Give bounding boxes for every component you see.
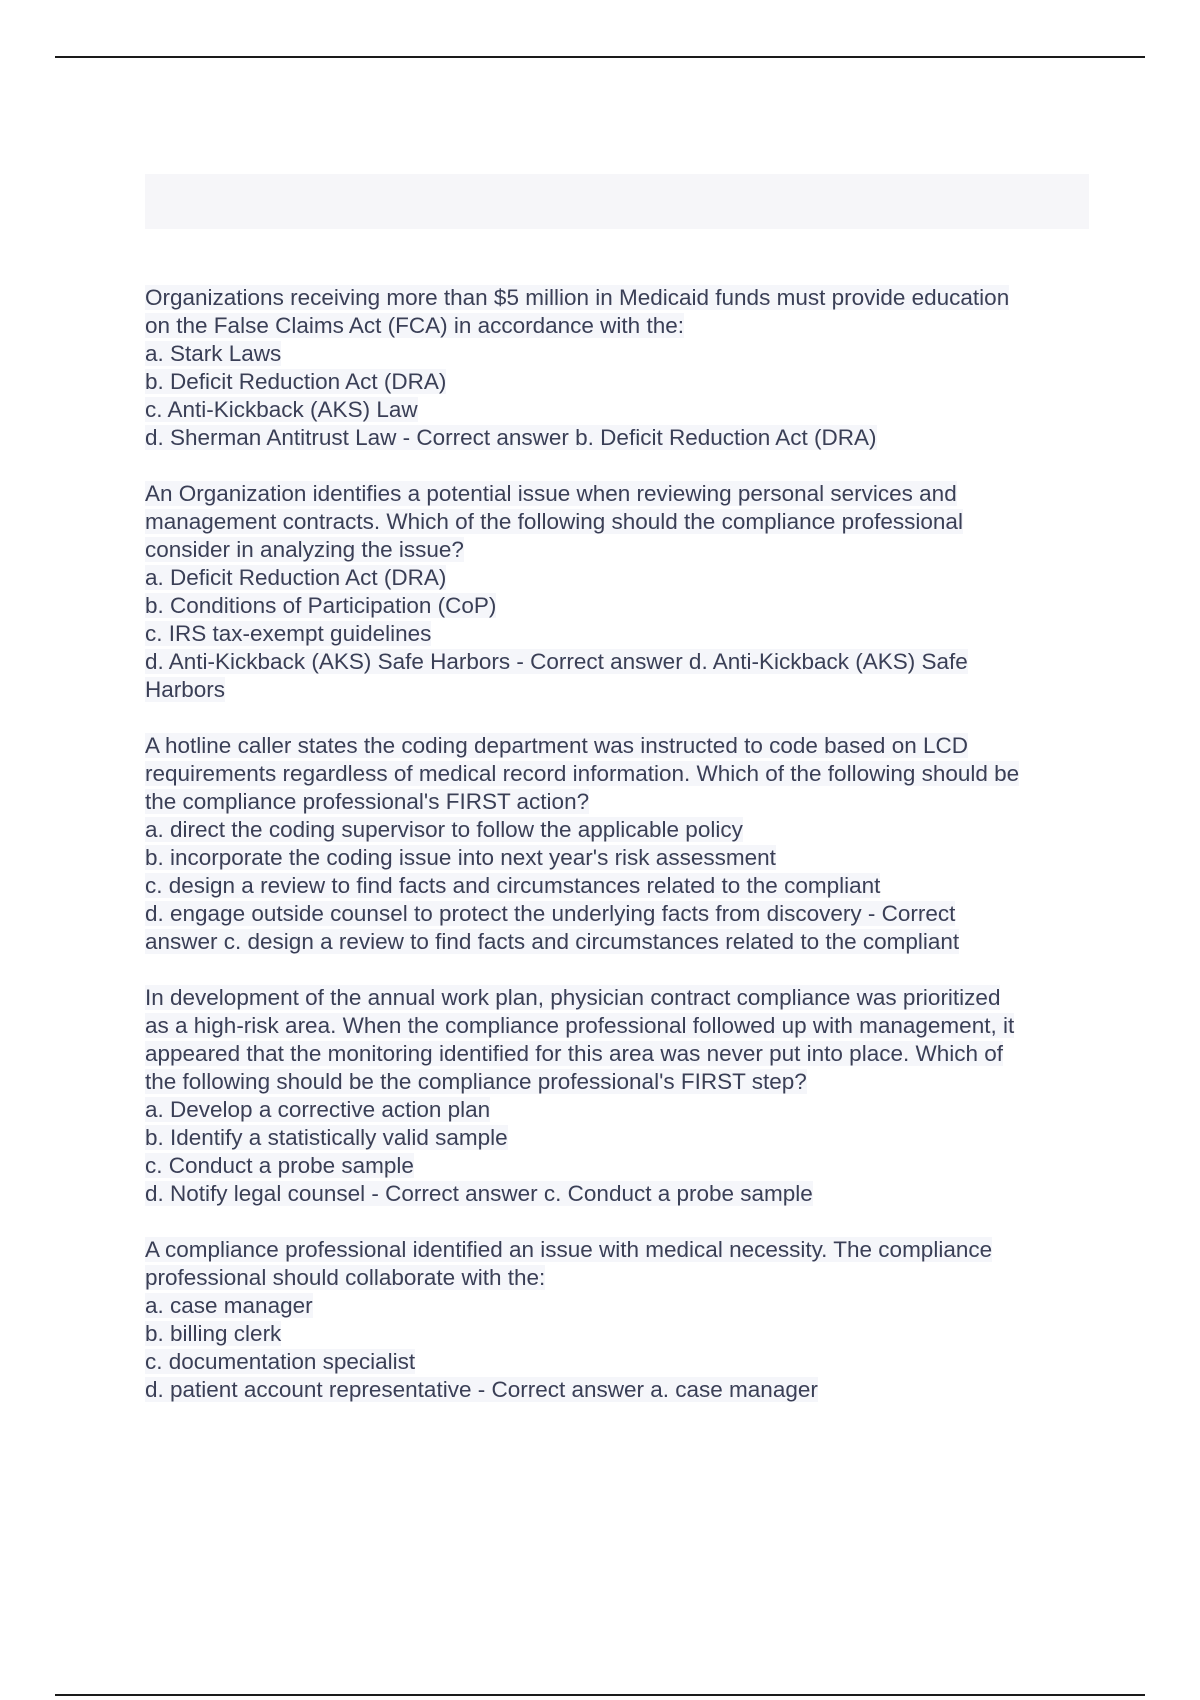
option-d-with-answer: d. Notify legal counsel - Correct answer c. Conduct a probe sample: [145, 1181, 813, 1206]
option-a: a. Stark Laws: [145, 341, 282, 366]
question-5: [145, 1236, 1095, 1404]
question-line: the compliance professional's FIRST action?: [145, 789, 590, 814]
option-b: b. billing clerk: [145, 1321, 282, 1346]
question-line: on the False Claims Act (FCA) in accordance with the:: [145, 313, 684, 338]
question-line: A hotline caller states the coding department was instructed to code based on LCD: [145, 733, 968, 758]
option-c: c. Anti-Kickback (AKS) Law: [145, 397, 418, 422]
option-b: b. incorporate the coding issue into next year's risk assessment: [145, 845, 776, 870]
top-rule: [55, 56, 1145, 58]
option-c: c. design a review to find facts and circumstances related to the compliant: [145, 873, 881, 898]
question-4: [145, 984, 1095, 1208]
option-a: a. case manager: [145, 1293, 313, 1318]
option-d-with-answer: d. Sherman Antitrust Law - Correct answer b. Deficit Reduction Act (DRA): [145, 425, 877, 450]
question-3: [145, 732, 1095, 956]
header-band: [145, 174, 1089, 229]
option-c: c. Conduct a probe sample: [145, 1153, 414, 1178]
option-c: c. IRS tax-exempt guidelines: [145, 621, 432, 646]
answer-continuation: Harbors: [145, 677, 226, 702]
option-b: b. Identify a statistically valid sample: [145, 1125, 508, 1150]
option-d-with-answer: d. engage outside counsel to protect the underlying facts from discovery - Correct: [145, 901, 956, 926]
question-line: In development of the annual work plan, physician contract compliance was prioritized: [145, 985, 1001, 1010]
question-line: consider in analyzing the issue?: [145, 537, 464, 562]
question-line: professional should collaborate with the:: [145, 1265, 546, 1290]
question-line: as a high-risk area. When the compliance professional followed up with management, it: [145, 1013, 1015, 1038]
option-a: a. Develop a corrective action plan: [145, 1097, 491, 1122]
question-line: management contracts. Which of the following should the compliance professional: [145, 509, 963, 534]
option-b: b. Conditions of Participation (CoP): [145, 593, 497, 618]
question-line: requirements regardless of medical record information. Which of the following should be: [145, 761, 1020, 786]
bottom-rule: [55, 1694, 1145, 1696]
question-line: Organizations receiving more than $5 million in Medicaid funds must provide education: [145, 285, 1010, 310]
question-1: [145, 284, 1095, 452]
option-a: a. Deficit Reduction Act (DRA): [145, 565, 447, 590]
option-d-with-answer: d. patient account representative - Correct answer a. case manager: [145, 1377, 818, 1402]
question-2: [145, 480, 1095, 704]
question-line: the following should be the compliance professional's FIRST step?: [145, 1069, 807, 1094]
question-list: [145, 284, 1095, 1432]
option-d-with-answer: d. Anti-Kickback (AKS) Safe Harbors - Correct answer d. Anti-Kickback (AKS) Safe: [145, 649, 968, 674]
question-line: appeared that the monitoring identified for this area was never put into place. Which of: [145, 1041, 1003, 1066]
question-line: A compliance professional identified an issue with medical necessity. The compliance: [145, 1237, 993, 1262]
option-c: c. documentation specialist: [145, 1349, 416, 1374]
option-a: a. direct the coding supervisor to follow the applicable policy: [145, 817, 743, 842]
question-line: An Organization identifies a potential issue when reviewing personal services and: [145, 481, 957, 506]
answer-continuation: answer c. design a review to find facts and circumstances related to the compliant: [145, 929, 960, 954]
option-b: b. Deficit Reduction Act (DRA): [145, 369, 447, 394]
